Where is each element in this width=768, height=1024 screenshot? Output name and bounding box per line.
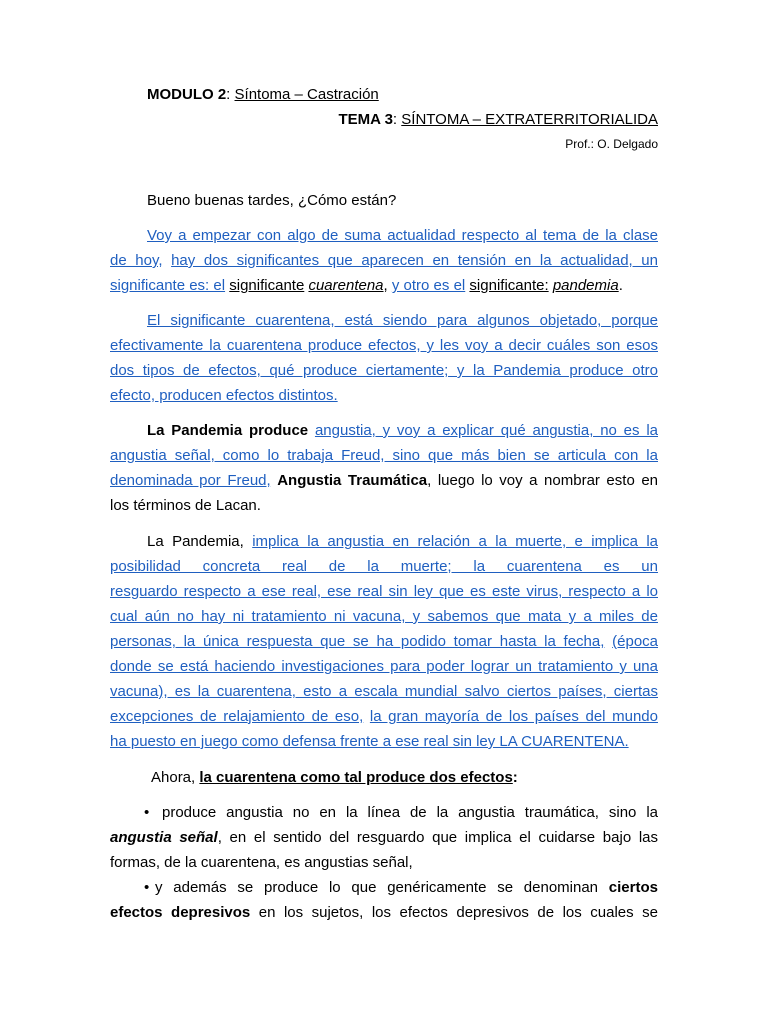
paragraph-2-line-4: efecto, producen efectos distintos. xyxy=(110,387,338,404)
topic-title: SÍNTOMA – EXTRATERRITORIALIDA xyxy=(401,111,658,128)
bullet-item-2-line-2: efectos depresivos en los sujetos, los efectos depresivos de los cuales se xyxy=(110,904,658,921)
topic-label: TEMA 3 xyxy=(338,111,393,128)
bullet-item-2-line-1: • y además se produce lo que genéricamente se denominan ciertos xyxy=(144,879,658,896)
paragraph-4-line-8: excepciones de relajamiento de eso, la gran mayoría de los países del mundo xyxy=(110,708,658,725)
paragraph-4-line-1: La Pandemia, implica la angustia en relación a la muerte, e implica la xyxy=(147,533,658,550)
paragraph-2-line-2: efectivamente la cuarentena produce efectos, y les voy a decir cuáles son esos xyxy=(110,337,658,354)
paragraph-4-line-7: vacuna), es la cuarentena, esto a escala mundial salvo ciertos países, ciertas xyxy=(110,683,658,700)
paragraph-4-line-2: posibilidad concreta real de la muerte; la cuarentena es un xyxy=(110,558,658,575)
paragraph-1-line-3: significante es: el significante cuarentena, y otro es el significante: pandemia. xyxy=(110,277,623,294)
paragraph-3-line-1: La Pandemia produce angustia, y voy a explicar qué angustia, no es la xyxy=(147,422,659,439)
paragraph-4-line-9: ha puesto en juego como defensa frente a ese real sin ley LA CUARENTENA. xyxy=(110,733,629,750)
bullet-icon: • xyxy=(144,804,150,821)
paragraph-1-line-1: Voy a empezar con algo de suma actualidad respecto al tema de la clase xyxy=(147,227,658,244)
module-title: Síntoma – Castración xyxy=(234,86,379,103)
paragraph-3-line-3: denominada por Freud, Angustia Traumática, luego lo voy a nombrar esto en xyxy=(110,472,659,489)
professor-line: Prof.: O. Delgado xyxy=(565,137,658,151)
bullet-item-1-line-3: formas, de la cuarentena, es angustias señal, xyxy=(110,854,413,871)
paragraph-4-line-3: resguardo respecto a ese real, ese real sin ley que es este virus, respecto a lo xyxy=(110,583,658,600)
paragraph-3-line-2: angustia señal, como lo trabaja Freud, sino que más bien se articula con la xyxy=(110,447,658,464)
paragraph-4-line-5: personas, la única respuesta que se ha podido tomar hasta la fecha, (época xyxy=(110,633,659,650)
paragraph-3-line-4: los términos de Lacan. xyxy=(110,497,261,514)
paragraph-4-line-6: donde se está haciendo investigaciones para poder lograr un tratamiento y una xyxy=(110,658,658,675)
bullet-item-1-line-2: angustia señal, en el sentido del resguardo que implica el cuidarse bajo las xyxy=(110,829,658,846)
paragraph-2-line-1: El significante cuarentena, está siendo para algunos objetado, porque xyxy=(147,312,658,329)
paragraph-4-line-4: cual aún no hay ni tratamiento ni vacuna, y sabemos que mata y a miles de xyxy=(110,608,658,625)
bullet-item-1-line-1: • produce angustia no en la línea de la angustia traumática, sino la xyxy=(144,804,658,821)
module-label: MODULO 2 xyxy=(147,86,227,103)
greeting: Bueno buenas tardes, ¿Cómo están? xyxy=(147,192,397,209)
paragraph-5-line-1: Ahora, la cuarentena como tal produce dos efectos: xyxy=(151,769,518,786)
paragraph-2-line-3: dos tipos de efectos, qué produce ciertamente; y la Pandemia produce otro xyxy=(110,362,658,379)
module-heading: MODULO 2: Síntoma – Castración xyxy=(147,86,379,103)
topic-heading: TEMA 3: SÍNTOMA – EXTRATERRITORIALIDA xyxy=(338,111,658,128)
paragraph-1-line-2: de hoy, hay dos significantes que aparecen en tensión en la actualidad, un xyxy=(110,252,658,269)
bullet-icon: • xyxy=(144,879,150,896)
